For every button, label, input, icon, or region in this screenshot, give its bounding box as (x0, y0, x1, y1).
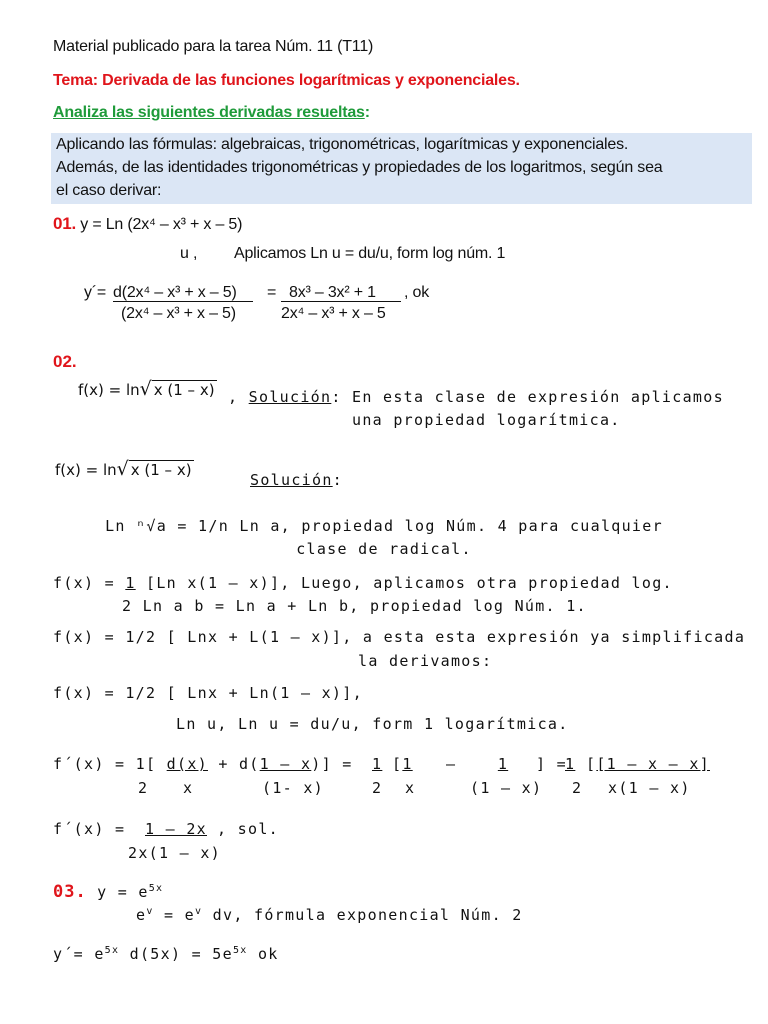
ex02-den-2c: 2 (572, 779, 583, 797)
ex03-result-b-exp: 5x (232, 945, 248, 956)
ex01-numerator-1: d(2x⁴ – x³ + x – 5) (113, 284, 237, 301)
ex02-radicand-1: x (1 – x) (153, 381, 215, 399)
ex02-function-1 (78, 378, 217, 400)
ex03-formula-a: e (136, 906, 147, 924)
ex02-den-2b: 2 (372, 779, 383, 797)
analiza-heading (53, 104, 370, 122)
ex02-fx-prefix-2: f(x) = ln (55, 461, 117, 479)
ex02-final-numerator (135, 820, 279, 838)
intro-line-1: Aplicando las fórmulas: algebraicas, trigonométricas, logarítmicas y exponenciales. (56, 136, 629, 153)
ex02-prop4-line-2: clase de radical. (296, 540, 472, 558)
ex02-step1-line-1 (53, 574, 673, 592)
ex03-formula-b: = e (153, 906, 195, 924)
ex02-den-x: x (183, 779, 194, 797)
ex01-fraction-bar-1 (113, 301, 253, 302)
ex02-step2-line-2: la derivamos: (358, 652, 493, 670)
ex02-final-denominator: 2x(1 – x) (128, 844, 221, 862)
ex02-solution-label: Solución (248, 388, 332, 406)
ex01-yprime-prefix: y´= (84, 284, 107, 301)
sqrt-icon: √ (116, 458, 129, 480)
ex03-statement: y = e (97, 883, 149, 901)
ex02-deriv-lhs: f´(x) = 1[ (53, 755, 157, 773)
ex02-solution-line-1: , Solución: En esta clase de expresión aplicamos (228, 388, 724, 406)
ex01-number: 01. (53, 214, 77, 233)
ex02-deriv-num-4: 1 (497, 755, 509, 773)
ex02-step3: f(x) = 1/2 [ Lnx + Ln(1 – x)], (53, 684, 363, 702)
ex03-formula (136, 906, 523, 924)
ex03-formula-rest: dv, fórmula exponencial Núm. 2 (202, 906, 523, 924)
ex02-deriv-close: )] = (311, 755, 353, 773)
material-header: Material publicado para la tarea Núm. 11 (T11) (53, 38, 374, 55)
analiza-text: Analiza las siguientes derivadas resueltas (53, 104, 365, 121)
ex02-step1-prefix: f(x) = (53, 574, 126, 592)
intro-line-2: Además, de las identidades trigonométricas y propiedades de los logaritmos, según sea (56, 159, 663, 176)
ex02-den-xb: x (405, 779, 416, 797)
ex02-fx-prefix-1: f(x) = ln (78, 381, 140, 399)
ex02-den-1mxb: (1 – x) (470, 779, 543, 797)
ex02-deriv-num-1mx: 1 – x (259, 755, 312, 773)
ex02-solution-heading (250, 471, 343, 489)
ex02-solution-text-2: una propiedad logarítmica. (352, 411, 621, 429)
ex01-ok: , ok (404, 284, 429, 301)
ex01-fraction-bar-2 (281, 301, 401, 302)
intro-line-3: el caso derivar: (56, 182, 162, 199)
ex02-deriv-num-dx: d(x) (166, 755, 208, 773)
ex02-deriv-num-3: 1 (402, 755, 413, 773)
ex02-deriv-bracket-1 (392, 755, 425, 773)
ex02-step2-line-1: f(x) = 1/2 [ Lnx + L(1 – x)], a esta esta expresión ya simplificada (53, 628, 746, 646)
ex02-den-2: 2 (138, 779, 149, 797)
ex02-deriv-half-1: 1 (372, 755, 383, 773)
ex03-result-ok: ok (247, 945, 279, 963)
ex02-deriv-minus: – (446, 755, 457, 773)
ex03-line (53, 882, 163, 902)
ex03-statement-exp: 5x (148, 883, 164, 894)
ex01-statement: y = Ln (2x⁴ – x³ + x – 5) (80, 216, 243, 233)
ex02-function-2 (55, 458, 194, 480)
ex02-deriv-half-2: 1 (565, 755, 576, 773)
ex02-step1-rest: [Ln x(1 – x)], Luego, aplicamos otra propiedad log. (135, 574, 673, 592)
ex03-formula-b-exp: v (195, 906, 203, 917)
ex01-numerator-2: 8x³ – 3x² + 1 (289, 284, 376, 301)
ex02-deriv-num-5-text: [1 – x – x] (596, 755, 710, 773)
ex02-radicand-2: x (1 – x) (130, 461, 192, 479)
ex02-den-x1mx: x(1 – x) (608, 779, 691, 797)
ex02-prop4-line-1: Ln ⁿ√a = 1/n Ln a, propiedad log Núm. 4 para cualquier (105, 517, 663, 535)
ex02-step1-one: 1 (125, 574, 136, 592)
ex03-result-b: d(5x) = 5e (119, 945, 233, 963)
ex03-formula-a-exp: v (146, 906, 154, 917)
ex01-line (53, 214, 242, 234)
ex02-deriv-num-5: [[1 – x – x] (586, 755, 710, 773)
ex02-solution-colon-2: : (332, 471, 343, 489)
ex02-deriv-plus: + d( (207, 755, 260, 773)
ex01-u-label: u , (180, 245, 198, 262)
topic-title: Tema: Derivada de las funciones logarítmicas y exponenciales. (53, 72, 520, 89)
ex03-result-a-exp: 5x (104, 945, 120, 956)
ex02-final-num-text: 1 – 2x (145, 820, 207, 838)
ex01-denominator-2: 2x⁴ – x³ + x – 5 (281, 305, 386, 322)
ex03-result (53, 945, 279, 963)
ex02-step3-note: Ln u, Ln u = du/u, form 1 logarítmica. (176, 715, 569, 733)
ex02-solution-label-2: Solución (250, 471, 333, 489)
ex02-number: 02. (53, 352, 77, 371)
ex03-number: 03. (53, 882, 87, 902)
ex02-deriv-br1: [ (392, 755, 403, 773)
analiza-colon: : (364, 104, 370, 121)
ex01-apply-note: Aplicamos Ln u = du/u, form log núm. 1 (234, 245, 506, 262)
ex03-result-a: y´= e (53, 945, 105, 963)
ex01-equals: = (267, 284, 277, 301)
ex02-final-sol: , sol. (217, 820, 279, 838)
ex02-solution-text-1: : En esta clase de expresión aplicamos (331, 388, 724, 406)
ex02-final-lhs: f´(x) = (53, 820, 126, 838)
ex02-derivative-row (53, 755, 353, 773)
intro-box (51, 133, 752, 204)
ex02-den-1mx: (1- x) (262, 779, 324, 797)
ex02-step1-line-2: 2 Ln a b = Ln a + Ln b, propiedad log Núm. 1. (122, 597, 587, 615)
ex02-deriv-bracket-2: ] = (536, 755, 567, 773)
sqrt-icon: √ (139, 378, 152, 400)
ex01-denominator-1: (2x⁴ – x³ + x – 5) (121, 305, 236, 322)
